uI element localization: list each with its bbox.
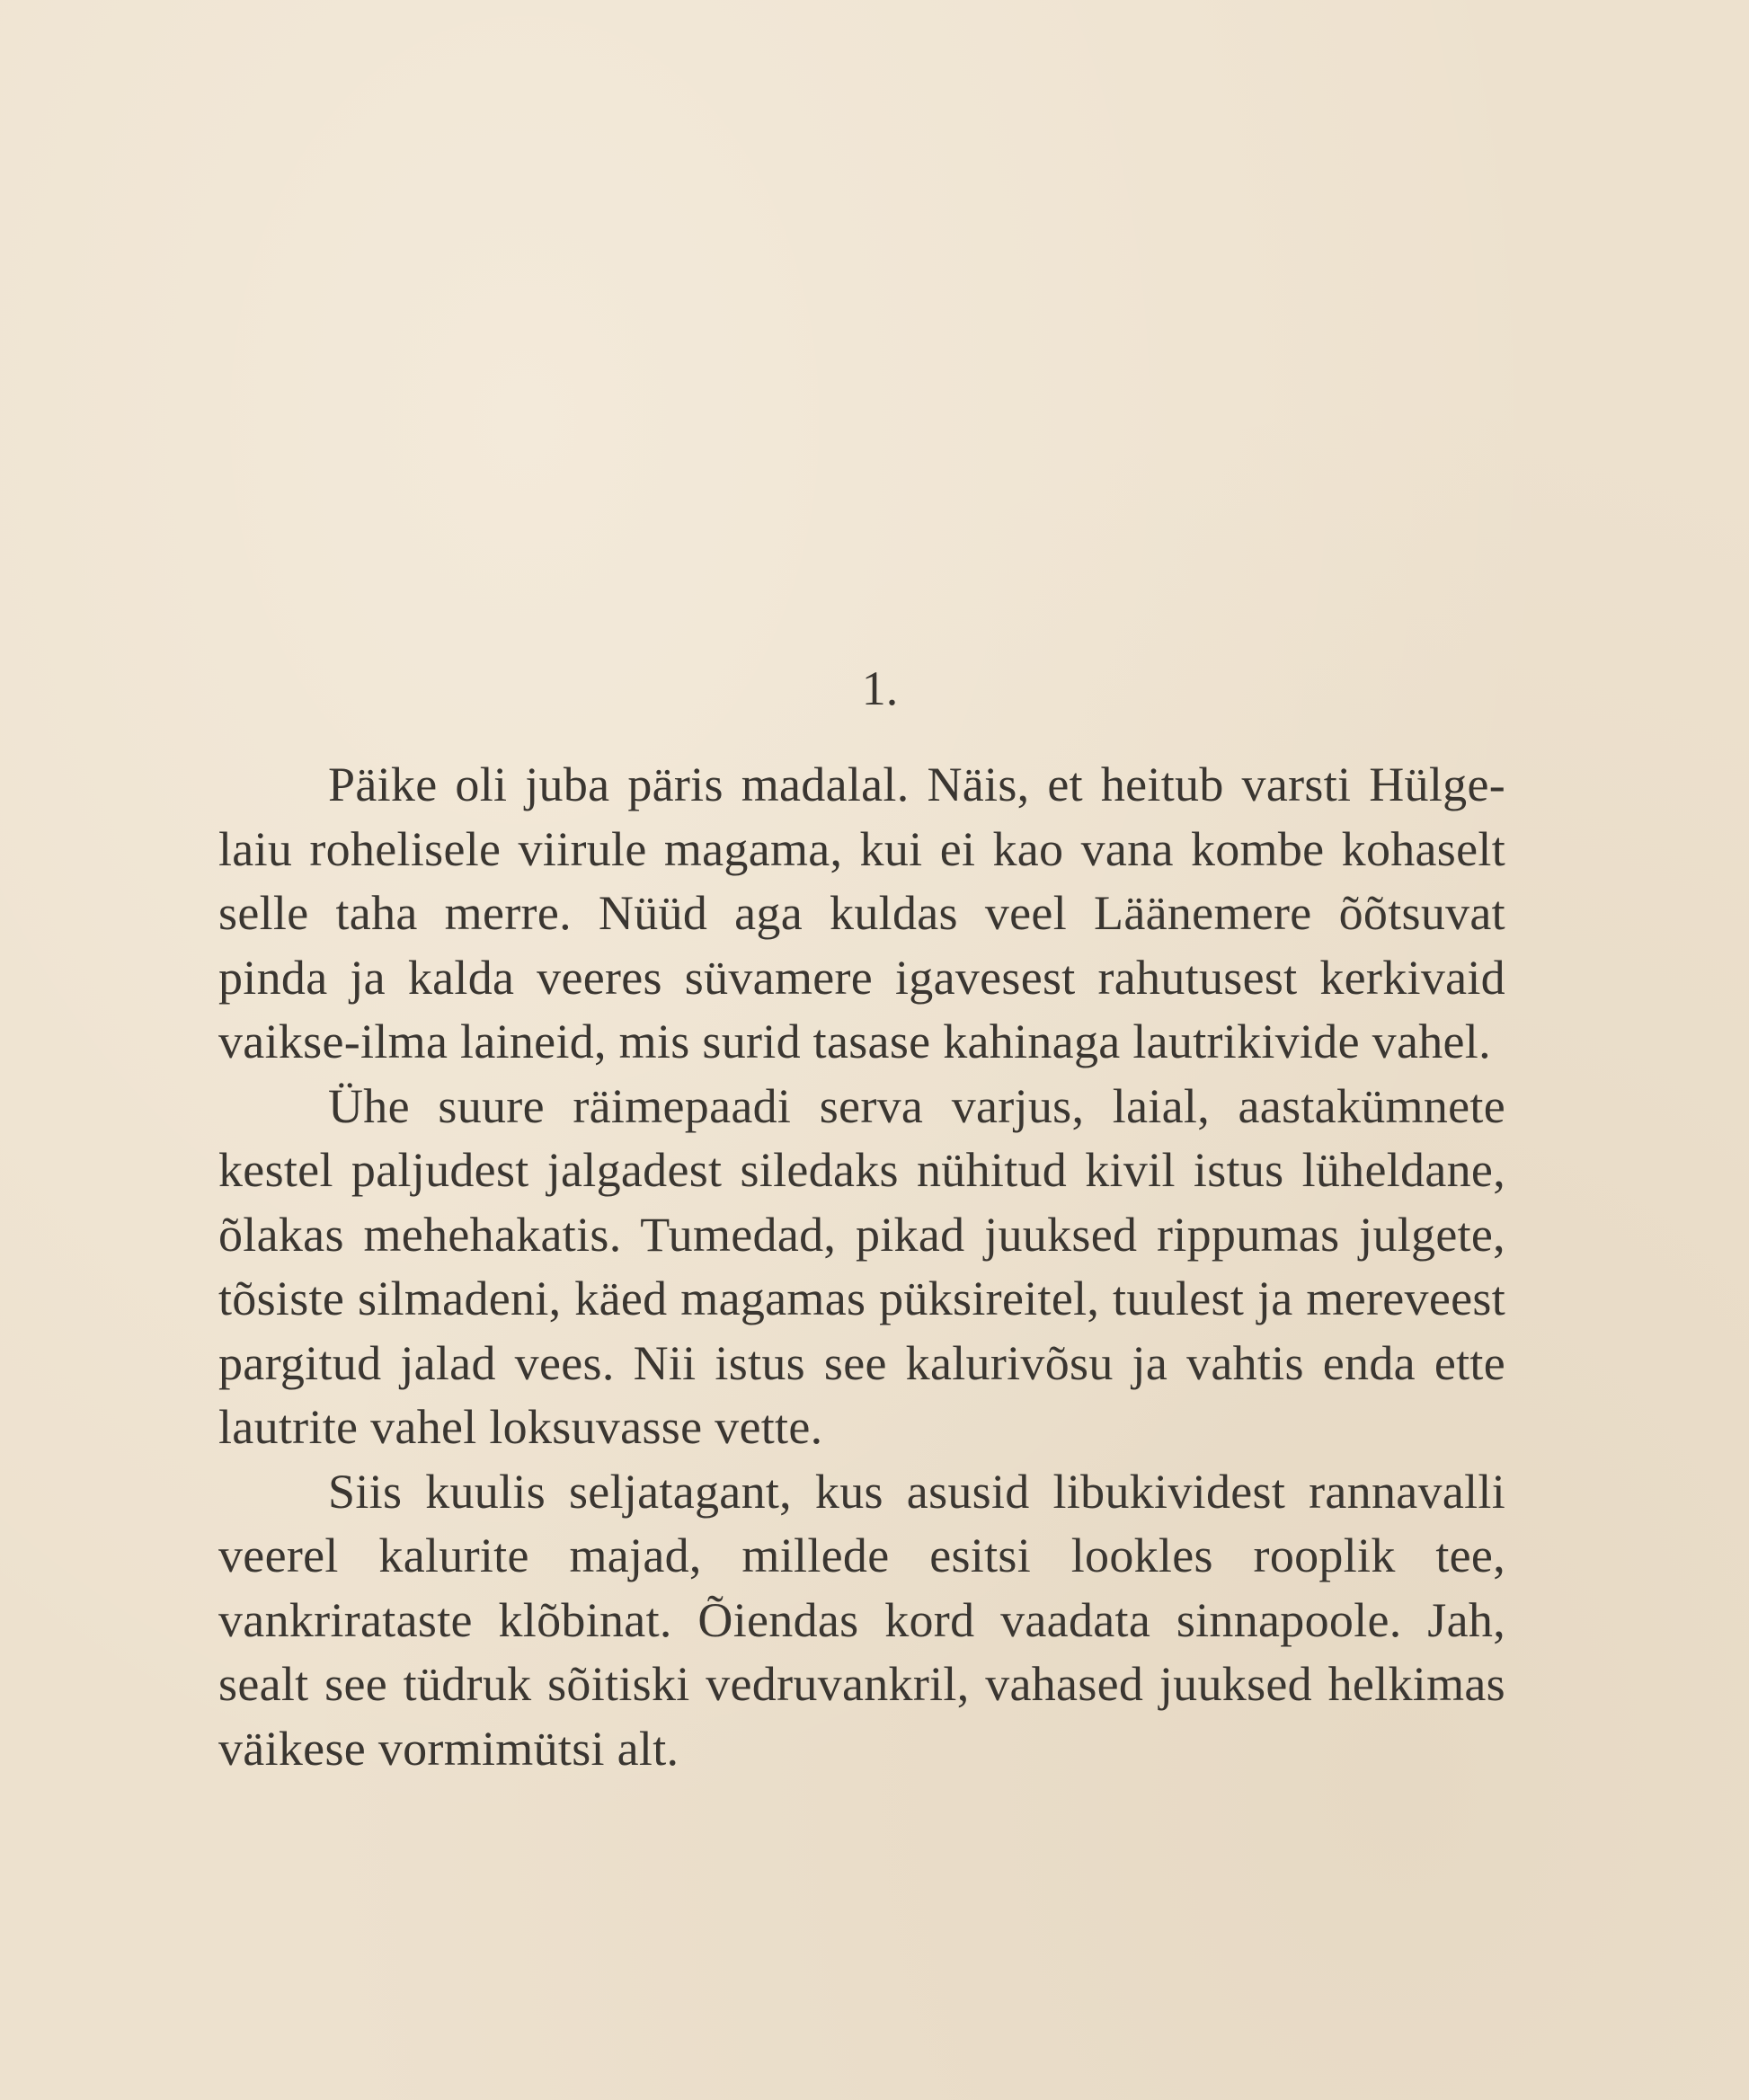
page-text: [218, 656, 1505, 1781]
paragraph-2: Ühe suure räimepaadi serva varjus, laial, aastakümnete kestel paljudest jalgadest siledaks nühitud kivil istus lüheldane, õlakas mehehakatis. Tumedad, pikad juuksed rippumas julgete, tõsiste silmadeni, käed magamas püksireitel, tuulest ja mereveest pargitud jalad vees. Nii istus see kalurivõsu ja vahtis enda ette lautrite vahel loksuvasse vette.: [218, 1078, 1505, 1454]
chapter-number: 1.: [861, 661, 899, 715]
paragraph-3: Siis kuulis seljatagant, kus asusid libukividest rannavalli veerel kalurite majad, millede esitsi lookles rooplik tee, vankrirataste klõbinat. Õiendas kord vaadata sinnapoole. Jah, sealt see tüdruk sõitiski vedruvankril, vahased juuksed helkimas väikese vormimütsi alt.: [218, 1464, 1505, 1776]
paragraph-1: Päike oli juba päris madalal. Näis, et heitub varsti Hülge-laiu rohelisele viirule magama, kui ei kao vana kombe kohaselt selle taha merre. Nüüd aga kuldas veel Läänemere õõtsuvat pinda ja kalda veeres süvamere igavesest rahutusest kerkivaid vaikse-ilma laineid, mis surid tasase kahinaga lautrikivide vahel.: [218, 758, 1505, 1068]
